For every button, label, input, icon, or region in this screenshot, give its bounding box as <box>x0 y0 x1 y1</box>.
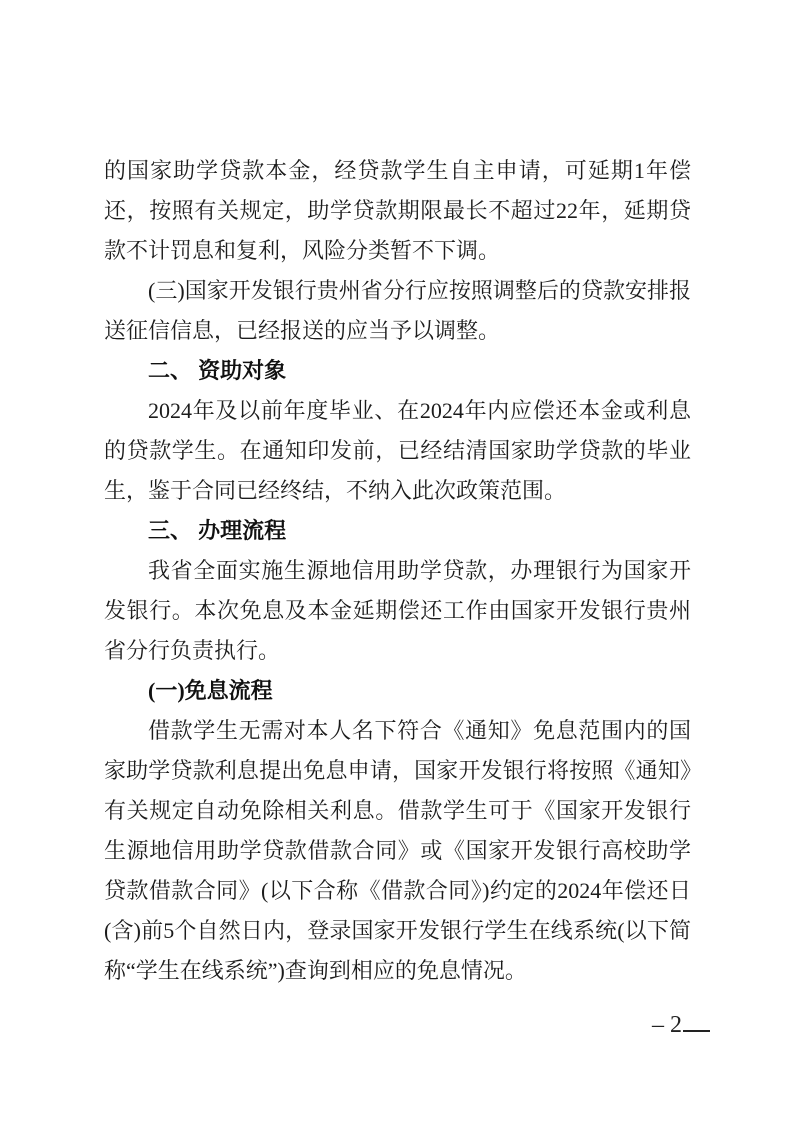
paragraph-loan-principal-continuation: 的国家助学贷款本金，经贷款学生自主申请，可延期1年偿还，按照有关规定，助学贷款期限最长不超过22年，延期贷款不计罚息和复利，风险分类暂不下调。 <box>104 158 691 263</box>
paragraph-interest-waiver-details: 借款学生无需对本人名下符合《通知》免息范围内的国家助学贷款利息提出免息申请，国家开发银行将按照《通知》有关规定自动免除相关利息。借款学生可于《国家开发银行生源地信用助学贷款借款合同》或《国家开发银行高校助学贷款借款合同》(以下合称《借款合同》)约定的2024年偿还日(含)前5个自然日内，登录国家开发银行学生在线系统(以下简称“学生在线系统”)查询到相应的免息情况。 <box>104 718 691 983</box>
subheading-interest-waiver-process: (一)免息流程 <box>148 678 273 703</box>
paragraph-funding-targets: 2024年及以前年度毕业、在2024年内应偿还本金或利息的贷款学生。在通知印发前，已经结清国家助学贷款的毕业生，鉴于合同已经终结，不纳入此次政策范围。 <box>104 398 691 503</box>
paragraph-handling-bank: 我省全面实施生源地信用助学贷款，办理银行为国家开发银行。本次免息及本金延期偿还工作由国家开发银行贵州省分行负责执行。 <box>104 558 691 663</box>
page-footer <box>652 1010 710 1040</box>
paragraph-credit-reporting-item-3: (三)国家开发银行贵州省分行应按照调整后的贷款安排报送征信信息，已经报送的应当予以调整。 <box>104 278 691 343</box>
document-body <box>104 151 691 991</box>
page-number: – 2 <box>652 1012 682 1038</box>
footer-underline-mark <box>683 1030 710 1032</box>
heading-section-2-funding-targets: 二、 资助对象 <box>148 358 287 383</box>
heading-section-3-handling-process: 三、 办理流程 <box>148 518 287 543</box>
